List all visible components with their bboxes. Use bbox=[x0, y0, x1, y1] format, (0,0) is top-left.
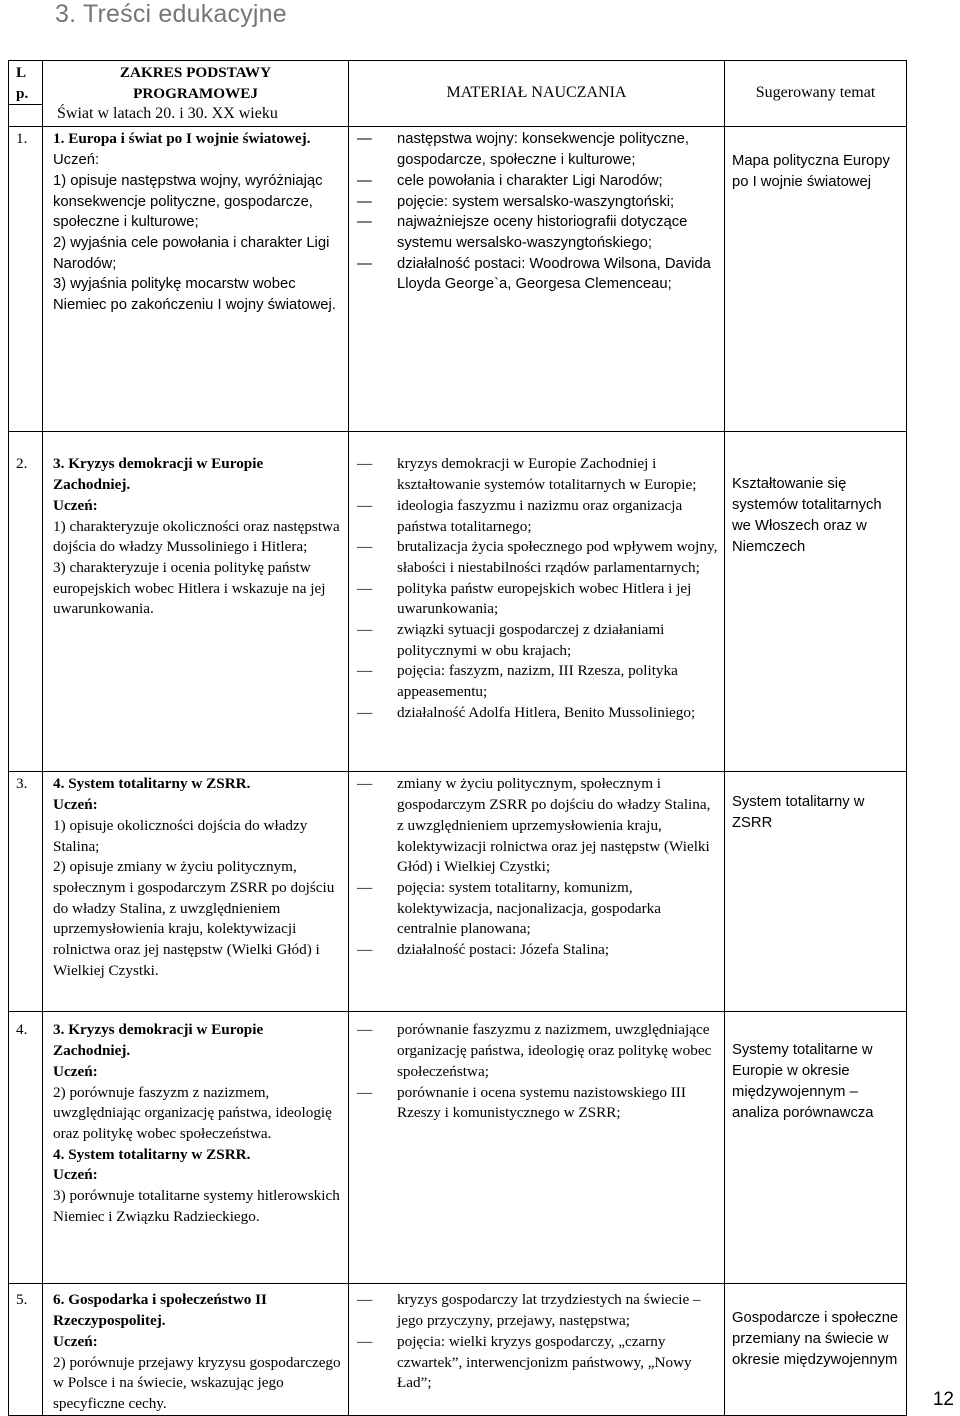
temat-cell: Gospodarcze i społeczne przemiany na świecie w okresie międzywojennym bbox=[725, 1284, 907, 1415]
material-item: — działalność Adolfa Hitlera, Benito Mussoliniego; bbox=[353, 703, 720, 724]
table-row bbox=[9, 432, 907, 772]
zakres-cell: 3. Kryzys demokracji w Europie Zachodniej. Uczeń: 2) porównuje faszyzm z nazizmem, uwzględniając organizację państwa, ideologię oraz politykę wobec społeczeństwa. 4. System totalitarny w ZSRR. Uczeń: 3) porównuje totalitarne systemy hitlerowskich Niemiec i Związku Radzieckiego. bbox=[43, 1012, 349, 1284]
material-item: — ideologia faszyzmu i nazizmu oraz organizacja państwa totalitarnego; bbox=[353, 496, 720, 537]
material-item: — pojęcia: faszyzm, nazizm, III Rzesza, polityka appeasementu; bbox=[353, 661, 720, 702]
zakres-cell: 4. System totalitarny w ZSRR. Uczeń: 1) opisuje okoliczności dojścia do władzy Stalina; 2) opisuje zmiany w życiu politycznym, społecznym i gospodarczym ZSRR po dojściu do władzy Stalina, z uwzględnieniem uprzemysłowienia kraju, kolektywizacji rolnictwa oraz jej następstw (Wielki Głód) i Wielkiej Czystki. bbox=[43, 772, 349, 1012]
material-item: — najważniejsze oceny historiografii dotyczące systemu wersalsko-waszyngtońskiego; bbox=[353, 212, 720, 253]
material-item: — zmiany w życiu politycznym, społecznym i gospodarczym ZSRR po dojściu do władzy Stalina, z uwzględnieniem uprzemysłowienia kraju, kolektywizacji rolnictwa oraz jej następstw (Wielki Głód) i Wielkiej Czystki; bbox=[353, 774, 720, 878]
material-cell bbox=[349, 432, 725, 772]
era-lp-empty bbox=[9, 105, 43, 127]
header-zakres: ZAKRES PODSTAWY PROGRAMOWEJ bbox=[43, 61, 349, 105]
material-item: — pojęcia: system totalitarny, komunizm, kolektywizacja, nacjonalizacja, gospodarka centralnie planowana; bbox=[353, 878, 720, 940]
header-material: MATERIAŁ NAUCZANIA bbox=[349, 61, 725, 127]
section-heading: 3. Treści edukacyjne bbox=[55, 0, 287, 28]
material-item: — brutalizacja życia społecznego pod wpływem wojny, słabości i niestabilności rządów parlamentarnych; bbox=[353, 537, 720, 578]
table-row bbox=[9, 127, 907, 432]
zakres-cell: 6. Gospodarka i społeczeństwo II Rzeczypospolitej. Uczeń: 2) porównuje przejawy kryzysu gospodarczego w Polsce i na świecie, wskazując jego specyficzne cechy. bbox=[43, 1284, 349, 1415]
row-number: 5. bbox=[9, 1284, 43, 1415]
row-number: 2. bbox=[9, 432, 43, 772]
material-item: — cele powołania i charakter Ligi Narodów; bbox=[353, 171, 720, 192]
material-cell bbox=[349, 772, 725, 1012]
table-row bbox=[9, 1284, 907, 1415]
temat-cell: System totalitarny w ZSRR bbox=[725, 772, 907, 1012]
material-item: — związki sytuacji gospodarczej z działaniami politycznymi w obu krajach; bbox=[353, 620, 720, 661]
material-item: — porównanie faszyzmu z nazizmem, uwzględniające organizację państwa, ideologię oraz politykę wobec społeczeństwa; bbox=[353, 1020, 720, 1082]
table-row bbox=[9, 772, 907, 1012]
temat-cell: Kształtowanie się systemów totalitarnych we Włoszech oraz w Niemczech bbox=[725, 432, 907, 772]
page-number: 12 bbox=[932, 1389, 954, 1410]
material-item: — polityka państw europejskich wobec Hitlera i jej uwarunkowania; bbox=[353, 579, 720, 620]
material-item: — pojęcie: system wersalsko-waszyngtoński; bbox=[353, 192, 720, 213]
table-header-row bbox=[9, 61, 907, 105]
header-lp: L p. bbox=[9, 61, 43, 105]
material-item: — kryzys demokracji w Europie Zachodniej i kształtowanie systemów totalitarnych w Europie; bbox=[353, 454, 720, 495]
table-row bbox=[9, 1012, 907, 1284]
row-number: 1. bbox=[9, 127, 43, 432]
material-item: — działalność postaci: Józefa Stalina; bbox=[353, 940, 720, 961]
header-temat: Sugerowany temat bbox=[725, 61, 907, 127]
material-item: — porównanie i ocena systemu nazistowskiego III Rzeszy i komunistycznego w ZSRR; bbox=[353, 1083, 720, 1124]
zakres-cell: 1. Europa i świat po I wojnie światowej. Uczeń: 1) opisuje następstwa wojny, wyróżniając konsekwencje polityczne, gospodarcze, społeczne i kulturowe; 2) wyjaśnia cele powołania i charakter Ligi Narodów; 3) wyjaśnia politykę mocarstw wobec Niemiec po zakończeniu I wojny światowej. bbox=[43, 127, 349, 432]
material-item: — działalność postaci: Woodrowa Wilsona, Davida Lloyda George`a, Georgesa Clemenceau; bbox=[353, 254, 720, 295]
row-number: 3. bbox=[9, 772, 43, 1012]
temat-cell: Mapa polityczna Europy po I wojnie światowej bbox=[725, 127, 907, 432]
material-cell bbox=[349, 1284, 725, 1415]
material-cell bbox=[349, 1012, 725, 1284]
zakres-cell: 3. Kryzys demokracji w Europie Zachodniej. Uczeń: 1) charakteryzuje okoliczności oraz następstwa dojścia do władzy Mussoliniego i Hitlera; 3) charakteryzuje i ocenia politykę państw europejskich wobec Hitlera i wskazuje na jej uwarunkowania. bbox=[43, 432, 349, 772]
material-item: — kryzys gospodarczy lat trzydziestych na świecie – jego przyczyny, przejawy, następstwa; bbox=[353, 1290, 720, 1331]
material-item: — następstwa wojny: konsekwencje polityczne, gospodarcze, społeczne i kulturowe; bbox=[353, 129, 720, 170]
era-label: Świat w latach 20. i 30. XX wieku bbox=[43, 105, 349, 127]
material-cell bbox=[349, 127, 725, 432]
row-number: 4. bbox=[9, 1012, 43, 1284]
content-table bbox=[8, 60, 907, 1416]
temat-cell: Systemy totalitarne w Europie w okresie międzywojennym – analiza porównawcza bbox=[725, 1012, 907, 1284]
material-item: — pojęcia: wielki kryzys gospodarczy, „czarny czwartek”, interwencjonizm państwowy, „Nowy Ład”; bbox=[353, 1332, 720, 1394]
